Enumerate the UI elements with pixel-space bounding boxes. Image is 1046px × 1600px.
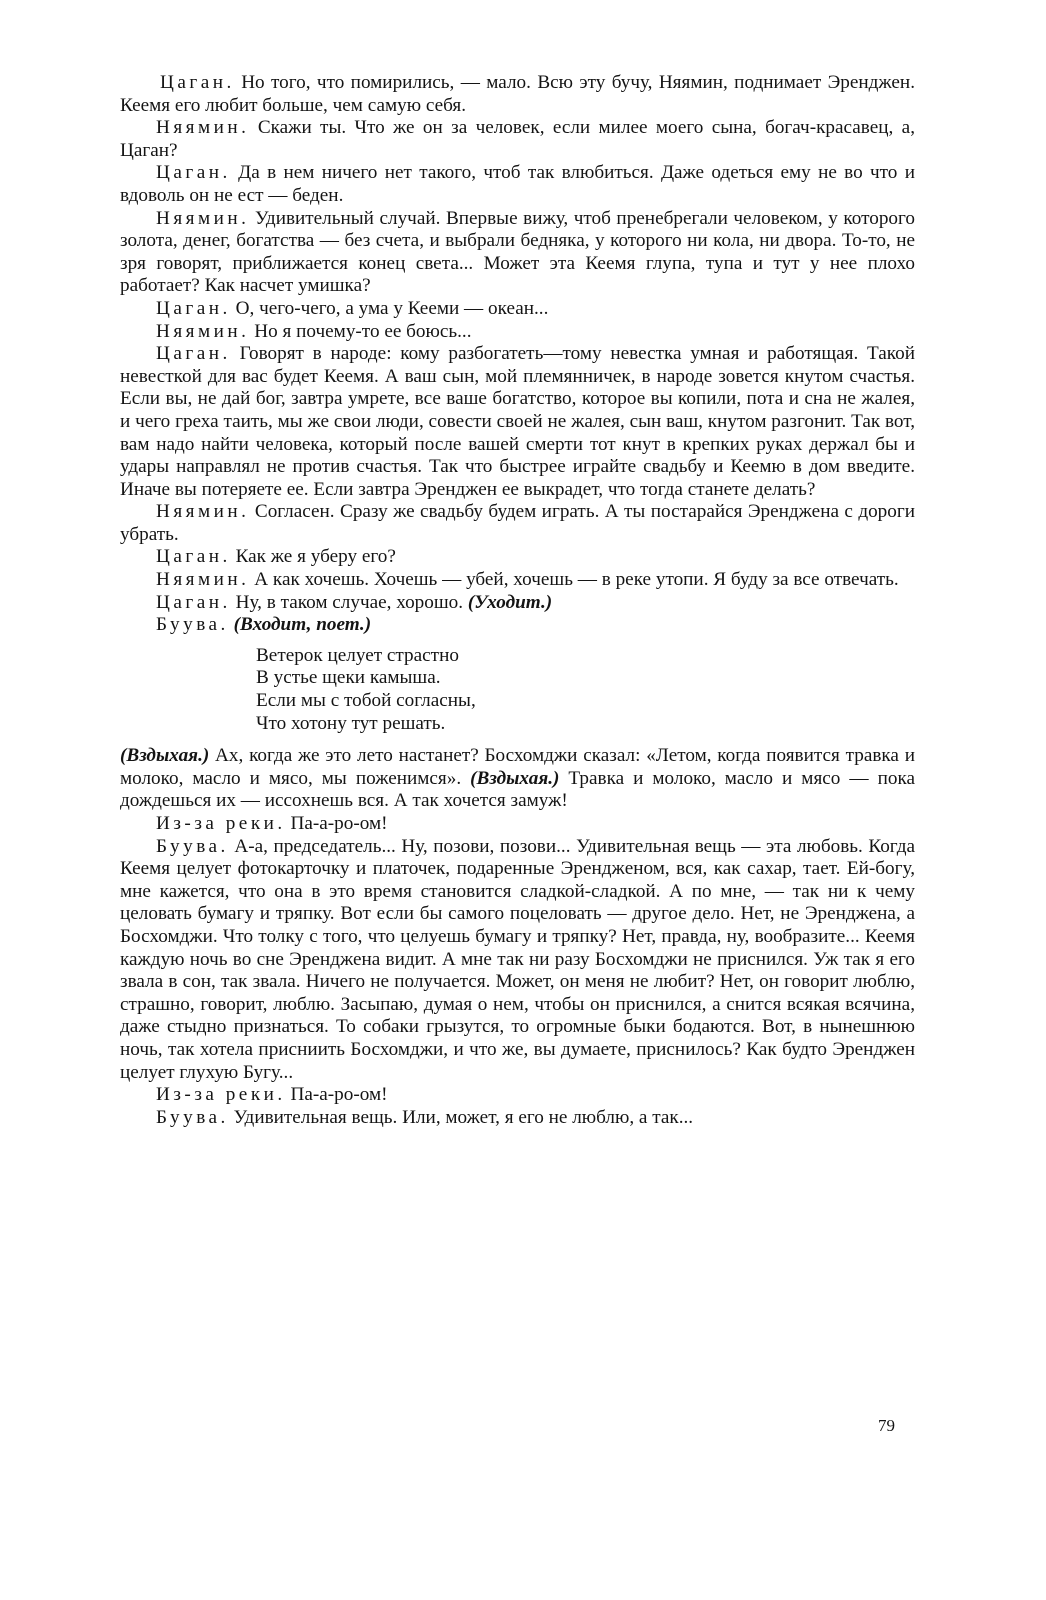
speaker-name: Буува. xyxy=(156,1106,229,1128)
dialogue-line xyxy=(120,569,915,592)
line-text: Как же я уберу его? xyxy=(230,546,396,568)
dialogue-line xyxy=(120,162,915,207)
line-text: Па-а-ро-ом! xyxy=(285,813,388,834)
verse-line: Если мы с тобой согласны, xyxy=(256,690,476,712)
line-text: Удивительная вещь. Или, может, я его не люблю, а так... xyxy=(228,1106,694,1128)
speaker-name: Цаган. xyxy=(160,72,235,93)
dialogue-line xyxy=(120,1084,915,1107)
line-text: А-а, председатель... Ну, позови, позови... Удивительная вещь — эта любовь. Когда Кеемя целует фотокарточку и платочек, подаренные Эренджeном, вся, как сахар, тает. Ей-богу, мне кажется, что она в это время становится сладкой-сладкой. А по мне, — так ни к чему целовать бумагу и тряпку. Вот если бы самого поцеловать — другое дело. Нет, не Эренджена, а Босхомджи. Что толку с того, что целуешь бумагу и тряпку? Нет, правда, ну, вообразите... Кеемя каждую ночь во сне Эренджена видит. А мне так ни разу Босхомджи не приснился. Уж так я его звала в сон, так звала. Ничего не получается. Может, он меня не любит? Нет, он говорит люблю, страшно, говорит, люблю. Засыпаю, думая о нем, чтобы он приснился, а снится всякая всячина, даже стыдно признаться. То собаки грызутся, то огромные быки бодаются. Вот, в нынешнюю ночь, так хотела присниить Босхомджи, и что же, вы думаете, приснилось? Как будто Эренджен целует глухую Бугу... xyxy=(120,835,915,1083)
line-text: А как хочешь. Хочешь — убей, хочешь — в реке утопи. Я буду за все отвечать. xyxy=(249,569,899,591)
speaker-name: Няямин. xyxy=(156,320,250,342)
speaker-name: Цаган. xyxy=(156,162,231,184)
dialogue-line xyxy=(120,836,915,1085)
play-text xyxy=(120,72,915,1129)
line-text: Да в нем ничего нет такого, чтоб так влюбиться. Даже одеться ему не во что и вдоволь он не ест — беден. xyxy=(120,162,915,206)
speaker-name: Буува. xyxy=(156,614,229,636)
speaker-name: Цаган. xyxy=(156,591,231,613)
page-number: 79 xyxy=(878,1416,895,1435)
line-text: Ну, в таком случае, хорошо. xyxy=(230,591,468,613)
dialogue-line xyxy=(120,298,915,321)
line-text: О, чего-чего, а ума у Кееми — океан... xyxy=(230,297,549,319)
line-text: Ах, когда же это лето настанет? Босхомджи сказал: «Летом, когда появится травка и молоко, масло и мясо, мы поженимся». xyxy=(120,745,915,789)
line-text: Но я почему-то ее боюсь... xyxy=(249,320,472,342)
dialogue-line xyxy=(120,546,915,569)
dialogue-line xyxy=(120,321,915,344)
dialogue-line xyxy=(120,501,915,546)
line-text: Па-а-ро-ом! xyxy=(285,1084,388,1106)
line-text: Но того, что помирились, — мало. Всю эту бучу, Няямин, поднимает Эренджен. Кеемя его любит больше, чем самую себя. xyxy=(120,72,915,116)
song-verse xyxy=(256,645,915,735)
verse-line: В устье щеки камыша. xyxy=(256,667,441,689)
speaker-name: Няямин. xyxy=(156,501,250,523)
dialogue-line xyxy=(120,745,915,813)
verse-line: Ветерок целует страстно xyxy=(256,644,459,666)
line-text: Говорят в народе: кому разбогатеть—тому невестка умная и работящая. Такой невесткой для вас будет Кеемя. А ваш сын, мой племянничек, в народе зовется кнутом счастья. Если вы, не дай бог, завтра умрете, все ваше богатство, которое вы копили, пота и сна не жалея, и чего греха таить, мы же свои люди, совести своей не жалея, сын ваш, кнутом разгонит. Так вот, вам надо найти человека, который после вашей смерти тот кнут в крепких руках держал бы и удары направлял не против счастья. Так что быстрее играйте свадьбу и Кеемю в дом введите. Иначе вы потеряете ее. Если завтра Эренджен ее выкрадет, что тогда станете делать? xyxy=(120,343,915,500)
stage-direction: (Вздыхая.) xyxy=(461,767,560,789)
speaker-name: Няямин. xyxy=(156,117,250,139)
line-text: Согласен. Сразу же свадьбу будем играть. А ты постарайся Эренджена с дороги убрать. xyxy=(120,501,915,545)
stage-direction: (Входит, поет.) xyxy=(233,614,372,636)
dialogue-line xyxy=(120,1107,915,1130)
stage-direction: (Вздыхая.) xyxy=(120,745,210,767)
speaker-name: Из-за реки. xyxy=(156,813,286,834)
line-text: Травка и молоко, масло и мясо — пока дождешься их — иссохнешь вся. А так хочется замуж! xyxy=(120,767,915,812)
stage-direction: (Уходит.) xyxy=(467,591,553,613)
dialogue-line xyxy=(120,208,915,298)
line-text: Удивительный случай. Впервые вижу, чтоб пренебрегали человеком, у которого золота, денег, богатства — без счета, и выбрали бедняка, у которого ни кола, ни двора. То-то, не зря говорят, приближается конец света... Может эта Кеемя глупа, тупа и тут у нее плохо работает? Как насчет умишка? xyxy=(120,207,915,297)
line-text: Скажи ты. Что же он за человек, если милее моего сына, богач-красавец, а, Цаган? xyxy=(120,117,915,161)
speaker-name: Няямин. xyxy=(156,569,250,591)
dialogue-line xyxy=(120,343,915,501)
dialogue-line xyxy=(120,592,915,615)
speaker-name: Буува. xyxy=(156,835,229,857)
verse-line: Что хотону тут решать. xyxy=(256,712,446,734)
speaker-name: Цаган. xyxy=(156,343,231,365)
dialogue-line xyxy=(120,117,915,162)
dialogue-line xyxy=(120,72,915,117)
dialogue-line xyxy=(120,614,915,637)
speaker-name: Цаган. xyxy=(156,546,231,568)
speaker-name: Няямин. xyxy=(156,207,250,229)
speaker-name: Цаган. xyxy=(156,297,231,319)
dialogue-line xyxy=(120,813,915,836)
speaker-name: Из-за реки. xyxy=(156,1084,286,1106)
